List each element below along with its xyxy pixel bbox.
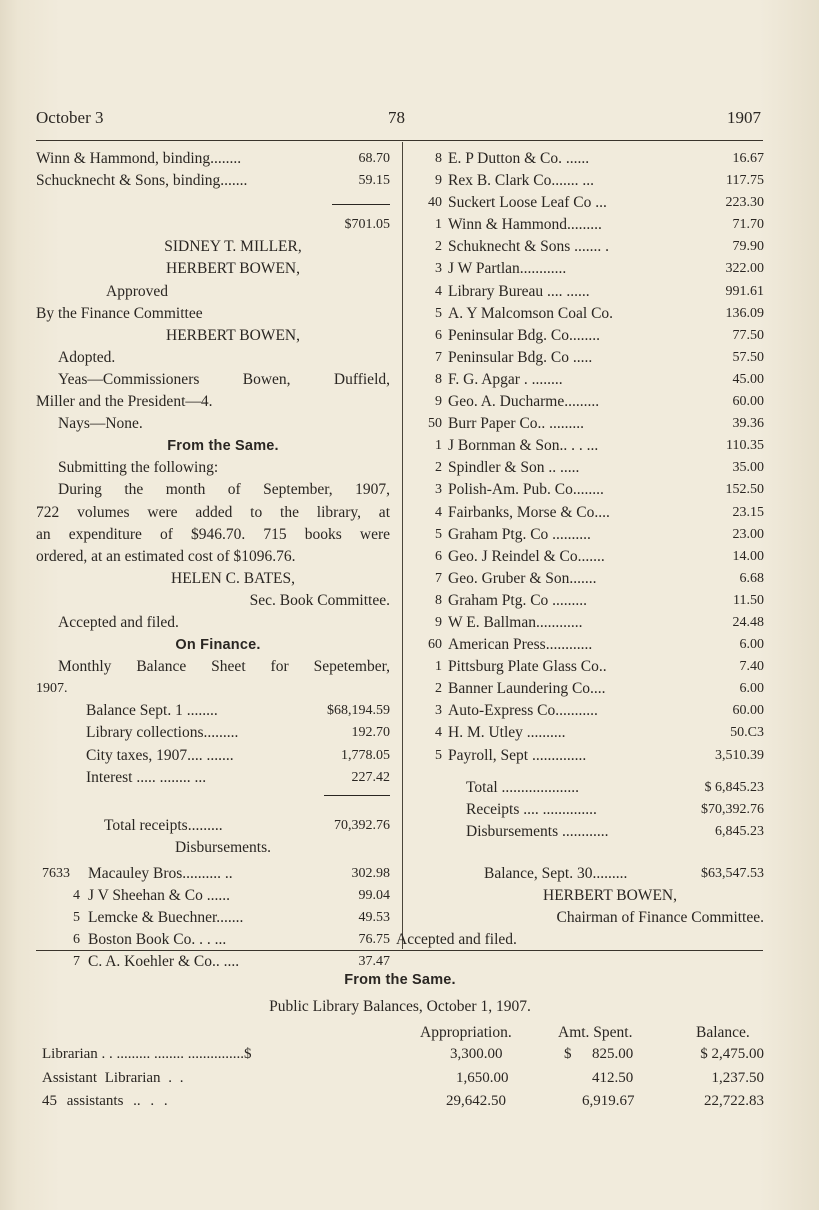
ledger-row	[416, 391, 764, 413]
voucher-number: 6	[435, 327, 442, 343]
voucher-number: 50	[428, 416, 442, 432]
ledger-row	[416, 325, 764, 347]
page-number: 78	[388, 108, 405, 127]
ledger-row	[416, 413, 764, 435]
payment-amount: 16.67	[732, 151, 764, 166]
voucher-number: 40	[428, 195, 442, 211]
ledger-row	[416, 479, 764, 501]
body-text: Monthly Balance Sheet for Sepetember,	[58, 658, 390, 676]
payee-label: Geo. A. Ducharme.........	[448, 393, 600, 411]
payment-amount: 3,510.39	[715, 747, 764, 763]
payment-amount: 45.00	[732, 371, 764, 387]
body-text: 1907.	[36, 681, 68, 697]
table-row: Librarian . . ......... ........ ...............$ 3,300.00 $ 825.00 $ 2,475.00	[42, 1046, 764, 1062]
disbursement-row: 6 Boston Book Co. . . ... 76.75	[73, 931, 390, 949]
payee-label: American Press............	[448, 636, 593, 654]
payment-amount: 6.00	[739, 681, 764, 697]
payee-label: Geo. J Reindel & Co.......	[448, 547, 605, 565]
payee-label: H. M. Utley ..........	[448, 724, 566, 742]
payee-label: Auto-Express Co...........	[448, 702, 598, 720]
subtotal-amount: $701.05	[344, 217, 390, 233]
ledger-row	[416, 303, 764, 325]
payment-amount: 60.00	[732, 703, 764, 719]
payment-amount: 136.09	[725, 305, 764, 321]
header-rule	[36, 140, 763, 141]
receipt-row: City taxes, 1907.... ....... 1,778.05	[86, 746, 390, 764]
body-text: Submitting the following:	[58, 459, 219, 477]
payee-label: Spindler & Son .. .....	[448, 459, 580, 477]
payment-amount: 23.00	[732, 526, 764, 542]
payment-amount: 23.15	[732, 504, 764, 520]
voucher-number: 2	[435, 460, 442, 476]
right-column	[396, 148, 764, 951]
body-text: ordered, at an estimated cost of $1096.76.	[36, 547, 296, 565]
ledger-row	[416, 502, 764, 524]
ledger-row: Winn & Hammond, binding........ 68.70	[36, 150, 390, 167]
subtotal-rule	[324, 795, 390, 796]
approved-text: Approved	[106, 282, 168, 300]
payee-label: J W Partlan............	[448, 260, 567, 278]
payee-label: Banner Laundering Co....	[448, 680, 606, 698]
payment-amount: 60.00	[732, 394, 764, 410]
payment-amount: 35.00	[732, 460, 764, 476]
voucher-number: 1	[435, 659, 442, 675]
ledger-row	[416, 546, 764, 568]
ledger-row	[416, 678, 764, 700]
ledger-row	[416, 700, 764, 722]
ledger-row	[416, 745, 764, 767]
receipt-row: Library collections......... 192.70	[86, 724, 390, 742]
yeas-line: Miller and the President—4.	[36, 393, 213, 411]
accepted-text: Accepted and filed.	[396, 931, 517, 949]
ledger-row	[416, 281, 764, 303]
subtotal-rule	[332, 204, 390, 205]
body-text: During the month of September, 1907,	[58, 481, 390, 499]
voucher-number: 3	[435, 703, 442, 719]
payee-label: Graham Ptg. Co .........	[448, 591, 588, 609]
voucher-number: 9	[435, 173, 442, 189]
voucher-number: 7	[435, 349, 442, 365]
ledger-row	[416, 590, 764, 612]
voucher-number: 9	[435, 394, 442, 410]
ledger-row	[416, 258, 764, 280]
accepted-text: Accepted and filed.	[58, 613, 179, 631]
total-row: Total .................... $ 6,845.23	[466, 778, 764, 796]
voucher-number: 60	[428, 637, 442, 653]
ledger-row	[416, 435, 764, 457]
total-receipts-row: Total receipts......... 70,392.76	[104, 816, 390, 834]
voucher-number: 9	[435, 614, 442, 630]
payment-amount: 14.00	[732, 548, 764, 564]
ledger-row	[416, 457, 764, 479]
subtotal-row	[36, 214, 390, 236]
voucher-number: 3	[435, 482, 442, 498]
voucher-number: 8	[435, 592, 442, 608]
payment-amount: 6.00	[739, 637, 764, 653]
right-ledger	[416, 148, 764, 767]
payee-label: Peninsular Bdg. Co........	[448, 326, 600, 344]
payee-label: Graham Ptg. Co ..........	[448, 525, 591, 543]
voucher-number: 7	[435, 570, 442, 586]
receipt-row: Interest ..... ........ ... 227.42	[86, 768, 390, 786]
payment-amount: 7.40	[739, 659, 764, 675]
payee-label: Peninsular Bdg. Co .....	[448, 348, 593, 366]
signer-title: Sec. Book Committee.	[249, 591, 390, 609]
committee-text: By the Finance Committee	[36, 304, 203, 322]
payee-label: E. P Dutton & Co. ......	[448, 150, 590, 167]
ledger-row	[416, 722, 764, 744]
voucher-number: 6	[435, 548, 442, 564]
payee-label: Suckert Loose Leaf Co ...	[448, 194, 607, 212]
disbursement-row: 5 Lemcke & Buechner....... 49.53	[73, 909, 390, 927]
payee-label: W E. Ballman............	[448, 613, 583, 631]
payment-amount: 57.50	[732, 349, 764, 365]
payee-label: Winn & Hammond.........	[448, 216, 602, 234]
ledger-row	[416, 236, 764, 258]
payee-label: F. G. Apgar . ........	[448, 370, 563, 388]
table-row: 45 assistants .. . . 29,642.50 6,919.67 22,722.83	[42, 1093, 764, 1109]
payee-label: Schuknecht & Sons ....... .	[448, 238, 610, 256]
voucher-number: 2	[435, 239, 442, 255]
yeas-line: Yeas—Commissioners Bowen, Duffield,	[58, 370, 390, 388]
payment-amount: 152.50	[725, 482, 764, 498]
ledger-row	[416, 634, 764, 656]
subtotal-rule-row	[36, 192, 390, 214]
signer-name: HERBERT BOWEN,	[543, 887, 677, 904]
payee-label: Geo. Gruber & Son.......	[448, 569, 597, 587]
ledger-row	[416, 612, 764, 634]
col-header-spent: Amt. Spent.	[558, 1024, 633, 1041]
disbursement-row: 7 C. A. Koehler & Co.. .... 37.47	[73, 953, 390, 971]
voucher-number: 2	[435, 681, 442, 697]
payment-amount: 11.50	[733, 592, 764, 608]
section-heading: From the Same.	[344, 972, 456, 988]
column-divider	[402, 142, 403, 949]
col-header-appropriation: Appropriation.	[420, 1024, 512, 1041]
nays-text: Nays—None.	[58, 415, 143, 433]
ledger-row	[416, 656, 764, 678]
voucher-number: 8	[435, 371, 442, 387]
table-row: Assistant Librarian . . 1,650.00 412.50 1,237.50	[42, 1070, 764, 1086]
payment-amount: 322.00	[725, 261, 764, 277]
disbursement-row: 7633 Macauley Bros.......... .. 302.98	[42, 865, 390, 882]
col-header-balance: Balance.	[696, 1024, 750, 1041]
payee-label: Library Bureau .... ......	[448, 282, 590, 300]
voucher-number: 3	[435, 261, 442, 277]
ledger-row	[416, 568, 764, 590]
voucher-number: 8	[435, 151, 442, 166]
body-text: an expenditure of $946.70. 715 books were	[36, 525, 390, 543]
payment-amount: 991.61	[725, 283, 764, 299]
payment-amount: 117.75	[726, 173, 764, 189]
payee-label: Payroll, Sept ..............	[448, 746, 587, 764]
voucher-number: 5	[435, 526, 442, 542]
voucher-number: 4	[435, 504, 442, 520]
payment-amount: 6.68	[739, 570, 764, 586]
receipts-row: Receipts .... .............. $70,392.76	[466, 800, 764, 818]
ledger-row	[416, 148, 764, 170]
balance-row: Balance, Sept. 30......... $63,547.53	[484, 864, 764, 882]
payment-amount: 50.C3	[730, 725, 764, 741]
voucher-number: 5	[435, 305, 442, 321]
subtotal-rule-row	[36, 789, 390, 811]
payment-amount: 71.70	[732, 217, 764, 233]
page-header	[36, 108, 761, 132]
balances-subtitle: Public Library Balances, October 1, 1907.	[269, 998, 531, 1015]
ledger-row	[416, 214, 764, 236]
voucher-number: 4	[435, 283, 442, 299]
voucher-number: 1	[435, 217, 442, 233]
receipt-row: Balance Sept. 1 ........ $68,194.59	[86, 702, 390, 720]
payment-amount: 79.90	[732, 239, 764, 255]
payee-label: Rex B. Clark Co....... ...	[448, 172, 594, 190]
left-column	[36, 148, 390, 971]
payment-amount: 223.30	[725, 195, 764, 211]
payee-label: A. Y Malcomson Coal Co.	[448, 304, 614, 322]
payee-label: Polish-Am. Pub. Co........	[448, 481, 604, 499]
payment-amount: 39.36	[732, 416, 764, 432]
ledger-row	[416, 347, 764, 369]
header-year: 1907	[727, 108, 761, 127]
body-text: 722 volumes were added to the library, at	[36, 503, 390, 521]
ledger-row	[416, 170, 764, 192]
ledger-row: Schucknecht & Sons, binding....... 59.15	[36, 172, 390, 190]
header-date: October 3	[36, 108, 104, 127]
section-heading: From the Same.	[167, 438, 279, 455]
payee-label: Burr Paper Co.. .........	[448, 415, 585, 433]
voucher-number: 5	[435, 747, 442, 763]
signer-name: SIDNEY T. MILLER,	[164, 238, 302, 256]
ledger-row	[416, 369, 764, 391]
voucher-number: 1	[435, 438, 442, 454]
disbursements-row: Disbursements ............ 6,845.23	[466, 822, 764, 840]
section-rule	[36, 950, 763, 951]
payee-label: Fairbanks, Morse & Co....	[448, 503, 610, 521]
section-heading: On Finance.	[175, 637, 261, 654]
signer-name: HELEN C. BATES,	[171, 569, 295, 587]
voucher-number: 4	[435, 725, 442, 741]
adopted-text: Adopted.	[58, 348, 116, 366]
payment-amount: 110.35	[726, 438, 764, 454]
payee-label: J Bornman & Son.. . . ...	[448, 437, 599, 455]
disbursements-heading: Disbursements.	[174, 838, 271, 856]
signer-name: HERBERT BOWEN,	[166, 260, 300, 278]
signer-name: HERBERT BOWEN,	[166, 326, 300, 344]
payee-label: Pittsburg Plate Glass Co..	[448, 658, 607, 676]
payment-amount: 77.50	[732, 327, 764, 343]
ledger-row	[416, 524, 764, 546]
disbursement-row: 4 J V Sheehan & Co ...... 99.04	[73, 887, 390, 905]
signer-title: Chairman of Finance Committee.	[556, 909, 764, 927]
ledger-row	[416, 192, 764, 214]
payment-amount: 24.48	[732, 614, 764, 630]
